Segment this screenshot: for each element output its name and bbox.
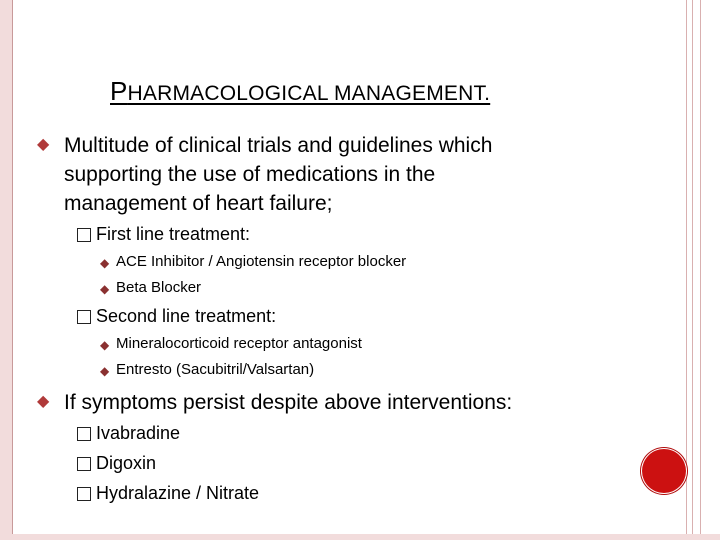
diamond-bullet-icon: ◆ (100, 338, 110, 352)
diamond-bullet-icon: ◆ (37, 393, 50, 410)
bullet-1-line-1: Multitude of clinical trials and guidelines which (64, 134, 493, 157)
square-bullet-icon (77, 487, 91, 501)
diamond-bullet-icon: ◆ (37, 136, 50, 153)
diamond-bullet-icon: ◆ (100, 256, 110, 270)
bullet-1 (64, 131, 492, 218)
persist-item: Digoxin (96, 453, 157, 473)
bullet-1-line-3: management of heart failure; (64, 192, 333, 215)
red-circle-decoration (642, 449, 686, 493)
first-line-label: First line treatment: (96, 224, 251, 244)
right-border-line (700, 0, 701, 540)
diamond-bullet-icon: ◆ (100, 364, 110, 378)
second-line-item: Mineralocorticoid receptor antagonist (116, 335, 362, 352)
bottom-border (0, 534, 720, 540)
square-bullet-icon (77, 310, 91, 324)
square-bullet-icon (77, 228, 91, 242)
slide-title (110, 76, 490, 107)
square-bullet-icon (77, 457, 91, 471)
second-line-item: Entresto (Sacubitril/Valsartan) (116, 361, 315, 378)
persist-item: Ivabradine (96, 423, 181, 443)
right-border-line (692, 0, 693, 540)
bullet-2: If symptoms persist despite above interventions: (64, 391, 513, 414)
diamond-bullet-icon: ◆ (100, 282, 110, 296)
second-line-label: Second line treatment: (96, 306, 277, 326)
title-initial: P (110, 76, 128, 106)
first-line-item: Beta Blocker (116, 279, 202, 296)
left-border (0, 0, 13, 540)
first-line-item: ACE Inhibitor / Angiotensin receptor blocker (116, 253, 407, 270)
title-rest: HARMACOLOGICAL MANAGEMENT. (127, 82, 491, 105)
persist-item: Hydralazine / Nitrate (96, 483, 260, 503)
bullet-1-line-2: supporting the use of medications in the (64, 163, 436, 186)
square-bullet-icon (77, 427, 91, 441)
